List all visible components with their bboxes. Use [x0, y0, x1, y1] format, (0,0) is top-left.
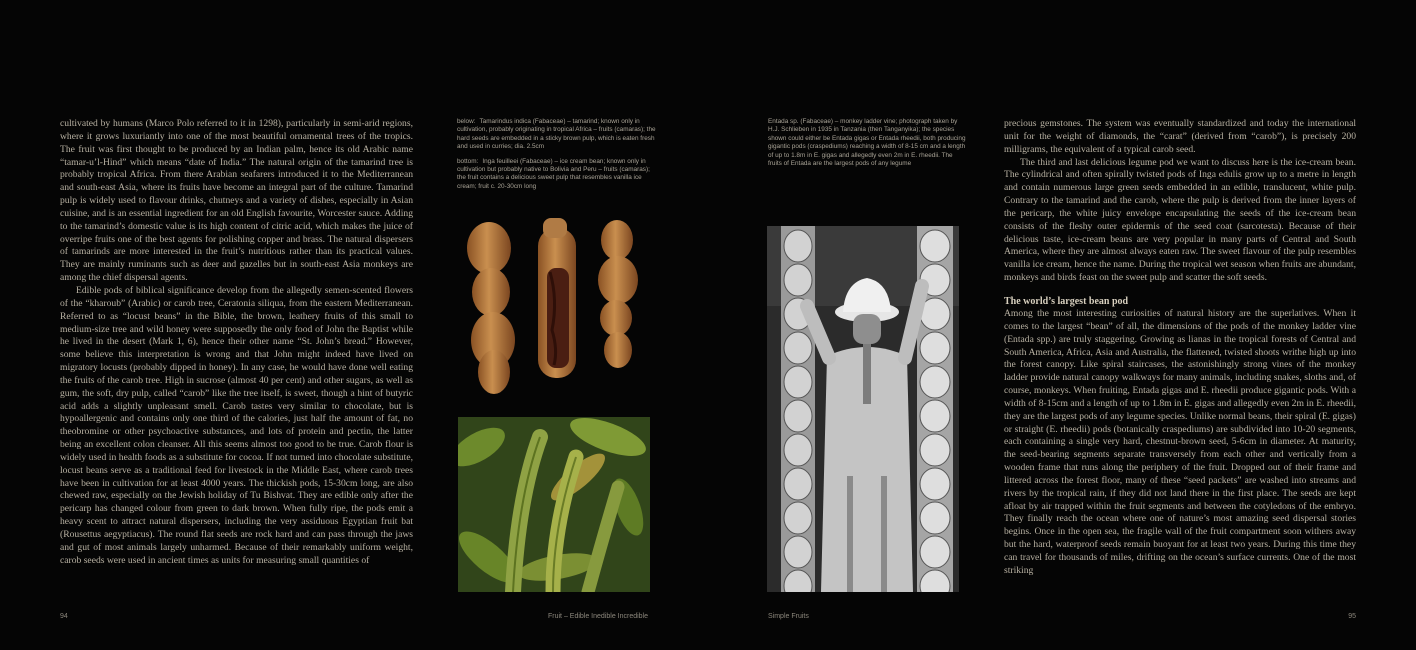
caption-bottom: bottom: Inga feuilleei (Fabaceae) – ice cream bean; known only in cultivation but probably native to Bolivia and Peru – fruits (camaras); the fruit contains a delicious sweet pulp that resembles vanilla ice cream; fruit c. 20-30cm long	[457, 157, 650, 190]
tamarind-pods-illustration	[458, 210, 650, 402]
running-footer-right: Simple Fruits	[768, 613, 809, 620]
caption-below: below: Tamarindus indica (Fabaceae) – tamarind; known only in cultivation, probably originating in tropical Africa – fruits (camaras); the hard seeds are embedded in a sticky brown pulp, which is eaten fresh and used in curries; dia. 2.5cm	[457, 118, 656, 151]
section-heading: The world’s largest bean pod	[1004, 295, 1129, 307]
tamarind-pod-opened	[538, 218, 576, 378]
inga-photo	[458, 417, 650, 592]
paragraph: Edible pods of biblical significance develop from the allegedly semen-scented flowers of the “kharoub” (Arabic) or carob tree, Ceratonia siliqua, from the eastern Mediterranean. Referred to as “locust beans” in the Bible, the brown, leathery fruits of this small to medium-size tree and wild honey were supposedly the only food of John the Baptist while he lived in the desert (Mark 1, 6), hence their other name “St. John’s bread.” However, some believe this interpretation is wrong and that John might indeed have lived on migratory locusts (probably dipped in honey). In any case, he would have done well eating the fruits of the carob tree. High in sucrose (almost 40 per cent) and other sugars, as well as gum, the soft, dry pulp, called “carob” like the tree itself, is sweet, though a hint of butyric acid adds a slightly unpleasant smell. Carob tastes very similar to chocolate, but is hypoallergenic and contains only one third of the calories, just half the amount of fat, no theobromine or other psychoactive substances, and lots of protein and pectin, the latter being an excellent colon cleanser. All this seems almost too good to be true. Carob flour is widely used in health foods as a substitute for cocoa. If not turned into chocolate substitute, locust beans serve as a traditional feed for livestock in the Middle East, where carob trees have been in cultivation for at least 4000 years. The thickish pods, 15-30cm long, are also chewed raw, especially on the Jewish holiday of Tu Bishvat. They are edible only after the pericarp has changed colour from green to dark brown. When fully ripe, the pods emit a heavy scent to attract natural dispersers, including the very assiduous Egyptian fruit bat (Rousettus aegyptiacus). The round flat seeds are rock hard and can pass through the jaws and gut of most animals largely unharmed. Because of their remarkably uniform weight, carob seeds were used in ancient times as units for measuring small quantities of	[60, 284, 413, 566]
giant-pod-left	[781, 226, 815, 592]
page-number-left: 94	[60, 613, 68, 620]
page-number-right: 95	[1348, 613, 1356, 620]
paragraph: Among the most interesting curiosities of natural history are the superlatives. When it comes to the largest “bean” of all, the dimensions of the pods of the monkey ladder vine (Entada spp.) are truly staggering. Growing as lianas in the tropical forests of Central and South America, Africa, Asia and Australia, the flattened, twisted shoots writhe high up into the forest canopy. Like spiral staircases, the astonishingly strong vines of the monkey ladder provide natural canopy walkways for many animals, including snakes, sloths and, of course, monkeys. When fruiting, Entada gigas and E. rheedii produce gigantic pods. With a width of 8-15cm and a length of up to 1.8m in E. gigas and allegedly even 2m in E. rheedii, they are the largest pods of any legume species. Unlike normal beans, their spiral (E. gigas) or straight (E. rheedii) pods (botanically craspediums) are subdivided into 10-20 segments, each containing a single very hard, chestnut-brown seed, 5-6cm in diameter. At maturity, the seed-bearing segments separate transversely from each other and vertically from a wooden frame that runs along the periphery of the fruit. Dropped out of their frame and littered across the forest floor, many of these “seed packets” are washed into streams and rivers by the tropical rain, if they did not land there in the first place. The seeds are kept afloat by air trapped within the fruit segments and between the cotyledons of the embryo. They finally reach the ocean where one of nature’s most amazing seed dispersal stories begins. Once in the open sea, the fragile wall of the fruit compartment soon withers away but the hard, waterproof seeds remain buoyant for at least two years. During this time they can travel for thousands of miles, drifting on the ocean’s surface currents. One of the most striking	[1004, 307, 1356, 576]
inga-pods-illustration	[458, 417, 650, 592]
paragraph: The third and last delicious legume pod we want to discuss here is the ice-cream bean. The cylindrical and often spirally twisted pods of Inga edulis grow up to a metre in length and contain numerous large green seeds embedded in an edible, translucent, white pulp. Contrary to the tamarind and the carob, where the pulp is derived from the inner layers of the pericarp, the white juicy envelope encapsulating the seeds of the ice-cream bean consists of the fleshy outer epidermis of the seed coat (sarcotesta). Because of their delicious taste, ice-cream beans are very popular in many parts of Central and South America, where they are almost always eaten raw. The sweet flavour of the pulp resembles vanilla ice cream, hence the name. During the tropical wet season when fruits are abundant, monkeys and birds feast on the sweet pulp and scatter the soft seeds.	[1004, 156, 1356, 284]
tamarind-photo	[458, 210, 650, 402]
left-text-column	[60, 118, 413, 568]
entada-photo	[767, 226, 959, 592]
tamarind-inga-captions	[457, 118, 657, 197]
tamarind-pod-left	[467, 222, 515, 394]
tamarind-pod-right	[598, 220, 638, 368]
paragraph: precious gemstones. The system was eventually standardized and today the international unit for the weight of diamonds, the “carat” (derived from “carob”), is precisely 200 milligrams, the equivalent of a typical carob seed.	[1004, 118, 1356, 155]
paragraph: cultivated by humans (Marco Polo referred to it in 1298), particularly in semi-arid regions, where it grows luxuriantly into one of the most beautiful ornamental trees of the tropics. The fruit was first thought to be produced by an Indian palm, hence its old Arabic name “tamar-u’l-Hind” which means “date of India.” The natural origin of the tamarind tree is probably tropical Africa. From there Arabian seafarers introduced it to the Mediterranean and south-east Asia, where its fruits have become an integral part of the culture. Tamarind pulp is widely used to flavour drinks, chutneys and a variety of dishes, especially in Asian cuisine, and is an essential ingredient for an old English favourite, Worcester sauce. Adding to the tamarind’s domestic value is its high content of citric acid, which makes the juice of overripe fruits one of the best agents for polishing copper and brass. The natural dispersers of tamarinds are more interested in the fruit’s nutritious rather than its practical values. They are mainly ruminants such as deer and gazelles but in south-east Asia monkeys are among the chief dispersal agents.	[60, 118, 413, 284]
running-footer-left: Fruit – Edible Inedible Incredible	[548, 613, 649, 620]
entada-caption: Entada sp. (Fabaceae) – monkey ladder vine; photograph taken by H.J. Schlieben in 1935 in Tanzania (then Tanganyika); the species shown could either be Entada gigas or Entada rheedii, both producing gigantic pods (craspediums) reaching a width of 8-15 cm and a length of up to 1.8m in E. gigas and allegedly even 2m in E. rheedii. The fruits of Entada are the largest pods of any legume	[768, 118, 966, 168]
monkey-ladder-pod-illustration	[767, 226, 959, 592]
right-text-column	[1004, 118, 1356, 578]
right-page	[708, 0, 1416, 650]
